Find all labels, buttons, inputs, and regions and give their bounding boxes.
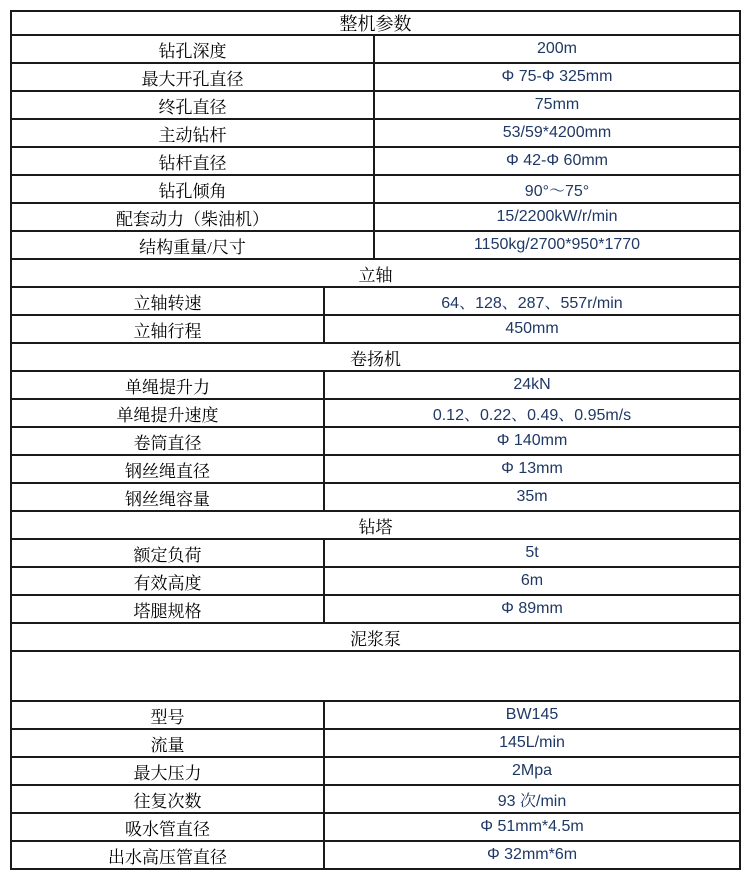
row-value: Φ 13mm: [501, 460, 563, 477]
table-row: [12, 36, 739, 64]
table-row: [12, 92, 739, 120]
table-row: [12, 786, 739, 814]
row-value: 6m: [520, 572, 544, 589]
table-row: [12, 428, 739, 456]
table-row: [12, 204, 739, 232]
row-value: Φ 89mm: [501, 600, 563, 617]
table-row: [12, 702, 739, 730]
table-row: [12, 814, 739, 842]
row-value: Φ 51mm*4.5m: [480, 818, 584, 835]
row-value: 35m: [516, 488, 548, 505]
section-header: 卷扬机: [350, 349, 401, 369]
row-label: 流量: [12, 730, 325, 756]
row-value: Φ 42-Φ 60mm: [506, 152, 608, 169]
row-value: Φ 32mm*6m: [486, 846, 578, 863]
row-value: 53/59*4200mm: [502, 124, 612, 141]
empty-cell: [12, 652, 739, 700]
table-row: [12, 484, 739, 512]
table-title-row: [12, 12, 739, 36]
row-label: 钻孔深度: [12, 36, 375, 62]
row-value: 24kN: [513, 376, 551, 393]
row-label: 额定负荷: [12, 540, 325, 566]
row-label: 钻杆直径: [12, 148, 375, 174]
table-row: [12, 758, 739, 786]
row-value: 450mm: [505, 320, 559, 337]
table-title: 整机参数: [339, 14, 412, 34]
row-label: 往复次数: [12, 786, 325, 812]
row-value: 5t: [525, 544, 539, 561]
row-label: 钻孔倾角: [12, 176, 375, 202]
row-label: 主动钻杆: [12, 120, 375, 146]
table-row: [12, 64, 739, 92]
row-label: 立轴转速: [12, 288, 325, 314]
row-value: 2Mpa: [511, 762, 553, 779]
table-row: [12, 842, 739, 870]
row-label: 塔腿规格: [12, 596, 325, 622]
table-row: [12, 400, 739, 428]
section-header: 立轴: [358, 265, 393, 285]
row-value: 15/2200kW/r/min: [496, 208, 618, 225]
section-header-row: [12, 512, 739, 540]
table-row: [12, 730, 739, 758]
row-value: 75mm: [534, 96, 580, 113]
empty-row: [12, 652, 739, 702]
row-value: 64、128、287、557r/min: [441, 294, 623, 312]
row-label: 立轴行程: [12, 316, 325, 342]
row-value: 93 次/min: [497, 792, 567, 810]
row-label: 终孔直径: [12, 92, 375, 118]
table-row: [12, 176, 739, 204]
row-label: 最大压力: [12, 758, 325, 784]
row-value: 145L/min: [499, 734, 565, 751]
row-label: 钢丝绳容量: [12, 484, 325, 510]
table-row: [12, 456, 739, 484]
section-header: 泥浆泵: [350, 629, 401, 649]
row-label: 单绳提升速度: [12, 400, 325, 426]
row-value: 1150kg/2700*950*1770: [473, 236, 641, 253]
row-label: 吸水管直径: [12, 814, 325, 840]
section-header: 钻塔: [358, 517, 393, 537]
row-label: 单绳提升力: [12, 372, 325, 398]
table-row: [12, 316, 739, 344]
section-header-row: [12, 344, 739, 372]
row-label: 最大开孔直径: [12, 64, 375, 90]
row-label: 出水高压管直径: [12, 842, 325, 868]
row-value: 90°～75°: [524, 182, 590, 200]
row-value: Φ 75-Φ 325mm: [501, 68, 613, 85]
row-label: 结构重量/尺寸: [12, 232, 375, 258]
spec-table: [10, 10, 741, 870]
table-row: [12, 148, 739, 176]
table-row: [12, 288, 739, 316]
table-row: [12, 372, 739, 400]
row-label: 有效高度: [12, 568, 325, 594]
table-row: [12, 596, 739, 624]
row-value: BW145: [505, 706, 559, 723]
row-label: 配套动力（柴油机）: [12, 204, 375, 230]
table-row: [12, 568, 739, 596]
row-value: 0.12、0.22、0.49、0.95m/s: [432, 406, 632, 424]
row-label: 钢丝绳直径: [12, 456, 325, 482]
row-value: 200m: [536, 40, 578, 57]
table-row: [12, 540, 739, 568]
table-row: [12, 120, 739, 148]
section-header-row: [12, 260, 739, 288]
section-header-row: [12, 624, 739, 652]
table-row: [12, 232, 739, 260]
row-label: 型号: [12, 702, 325, 728]
row-value: Φ 140mm: [496, 432, 568, 449]
row-label: 卷筒直径: [12, 428, 325, 454]
